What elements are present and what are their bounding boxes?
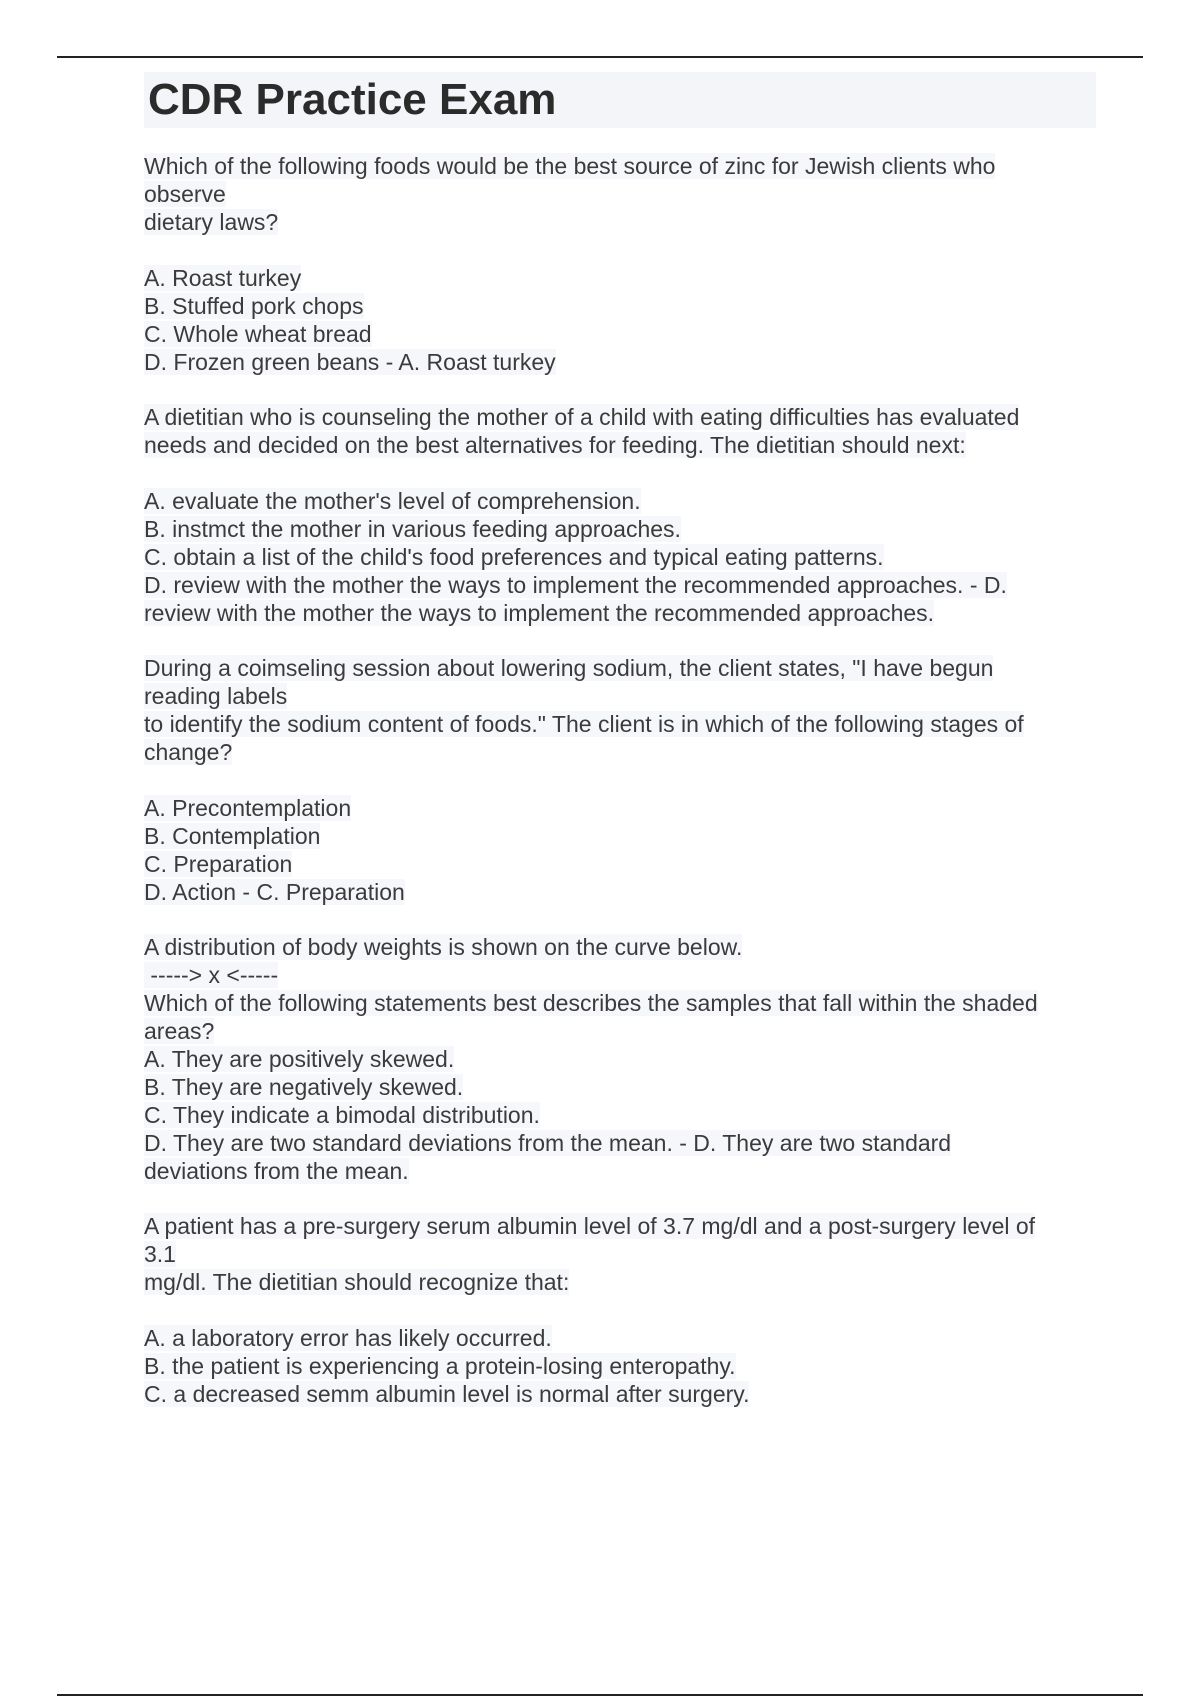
question-text: A patient has a pre-surgery serum albumin level of 3.7 mg/dl and a post-surgery level of [144, 1213, 1036, 1239]
question-text-line [144, 1017, 1096, 1045]
question-text-line [144, 961, 1096, 989]
answer-option [144, 487, 1096, 515]
answer-option-text: C. Preparation [144, 851, 293, 877]
question-text-line [144, 933, 1096, 961]
answer-option [144, 599, 1096, 627]
question-text-line [144, 1212, 1096, 1240]
question-text: mg/dl. The dietitian should recognize that: [144, 1269, 570, 1295]
question-text: to identify the sodium content of foods." The client is in which of the following stages of [144, 711, 1024, 737]
question-text-line [144, 1045, 1096, 1073]
question-text: B. They are negatively skewed. [144, 1074, 464, 1100]
answer-option [144, 878, 1096, 906]
question-text-line [144, 710, 1096, 738]
page-title: CDR Practice Exam [144, 72, 1096, 128]
question-text-line [144, 1129, 1096, 1157]
question-text-line [144, 1157, 1096, 1185]
answer-option-text: A. a laboratory error has likely occurred. [144, 1325, 552, 1351]
top-rule [57, 56, 1143, 58]
question-text-line [144, 654, 1096, 682]
question-text: dietary laws? [144, 209, 279, 235]
answer-option [144, 320, 1096, 348]
question-text: areas? [144, 1018, 215, 1044]
answer-option-text: A. Precontemplation [144, 795, 352, 821]
answer-option [144, 264, 1096, 292]
spacer [144, 236, 1096, 264]
question-text: A dietitian who is counseling the mother of a child with eating difficulties has evaluated [144, 404, 1020, 430]
question-text: A distribution of body weights is shown on the curve below. [144, 934, 743, 960]
question-text-line [144, 1240, 1096, 1268]
answer-option [144, 571, 1096, 599]
question-list [144, 152, 1096, 1408]
document-body [144, 72, 1096, 1435]
question-block [144, 933, 1096, 1185]
bottom-rule [57, 1694, 1143, 1696]
spacer [144, 766, 1096, 794]
question-text: change? [144, 739, 233, 765]
question-text-line [144, 682, 1096, 710]
question-text: Which of the following statements best describes the samples that fall within the shaded [144, 990, 1038, 1016]
answer-option-text: C. a decreased semm albumin level is normal after surgery. [144, 1381, 750, 1407]
question-text-line [144, 403, 1096, 431]
answer-option-text: B. instmct the mother in various feeding approaches. [144, 516, 681, 542]
question-text-line [144, 208, 1096, 236]
answer-option-text: review with the mother the ways to implement the recommended approaches. [144, 600, 935, 626]
answer-option-text: D. Frozen green beans - A. Roast turkey [144, 349, 556, 375]
question-block [144, 152, 1096, 376]
question-text: A. They are positively skewed. [144, 1046, 455, 1072]
question-text: -----> x <----- [144, 962, 279, 988]
question-text-line [144, 989, 1096, 1017]
answer-option [144, 1352, 1096, 1380]
question-text: deviations from the mean. [144, 1158, 409, 1184]
question-text-line [144, 152, 1096, 180]
answer-option [144, 543, 1096, 571]
question-text: observe [144, 181, 226, 207]
question-text-line [144, 1268, 1096, 1296]
question-text-line [144, 738, 1096, 766]
question-block [144, 654, 1096, 906]
question-text-line [144, 1073, 1096, 1101]
question-text: During a coimseling session about lowering sodium, the client states, "I have begun [144, 655, 994, 681]
spacer [144, 1296, 1096, 1324]
answer-option [144, 348, 1096, 376]
question-text-line [144, 1101, 1096, 1129]
question-text: needs and decided on the best alternatives for feeding. The dietitian should next: [144, 432, 966, 458]
answer-option-text: D. Action - C. Preparation [144, 879, 405, 905]
answer-option [144, 292, 1096, 320]
question-text-line [144, 431, 1096, 459]
question-text: reading labels [144, 683, 288, 709]
answer-option [144, 794, 1096, 822]
answer-option [144, 515, 1096, 543]
answer-option-text: B. Contemplation [144, 823, 321, 849]
question-text: 3.1 [144, 1241, 176, 1267]
answer-option [144, 850, 1096, 878]
question-text: C. They indicate a bimodal distribution. [144, 1102, 540, 1128]
question-text: Which of the following foods would be the best source of zinc for Jewish clients who [144, 153, 996, 179]
answer-option-text: A. evaluate the mother's level of comprehension. [144, 488, 641, 514]
answer-option-text: C. obtain a list of the child's food preferences and typical eating patterns. [144, 544, 884, 570]
question-text: D. They are two standard deviations from the mean. - D. They are two standard [144, 1130, 952, 1156]
answer-option [144, 1324, 1096, 1352]
answer-option [144, 822, 1096, 850]
spacer [144, 459, 1096, 487]
answer-option-text: A. Roast turkey [144, 265, 302, 291]
question-block [144, 403, 1096, 627]
answer-option-text: C. Whole wheat bread [144, 321, 372, 347]
answer-option-text: D. review with the mother the ways to implement the recommended approaches. - D. [144, 572, 1007, 598]
question-text-line [144, 180, 1096, 208]
answer-option-text: B. Stuffed pork chops [144, 293, 364, 319]
answer-option [144, 1380, 1096, 1408]
answer-option-text: B. the patient is experiencing a protein-losing enteropathy. [144, 1353, 736, 1379]
question-block [144, 1212, 1096, 1408]
